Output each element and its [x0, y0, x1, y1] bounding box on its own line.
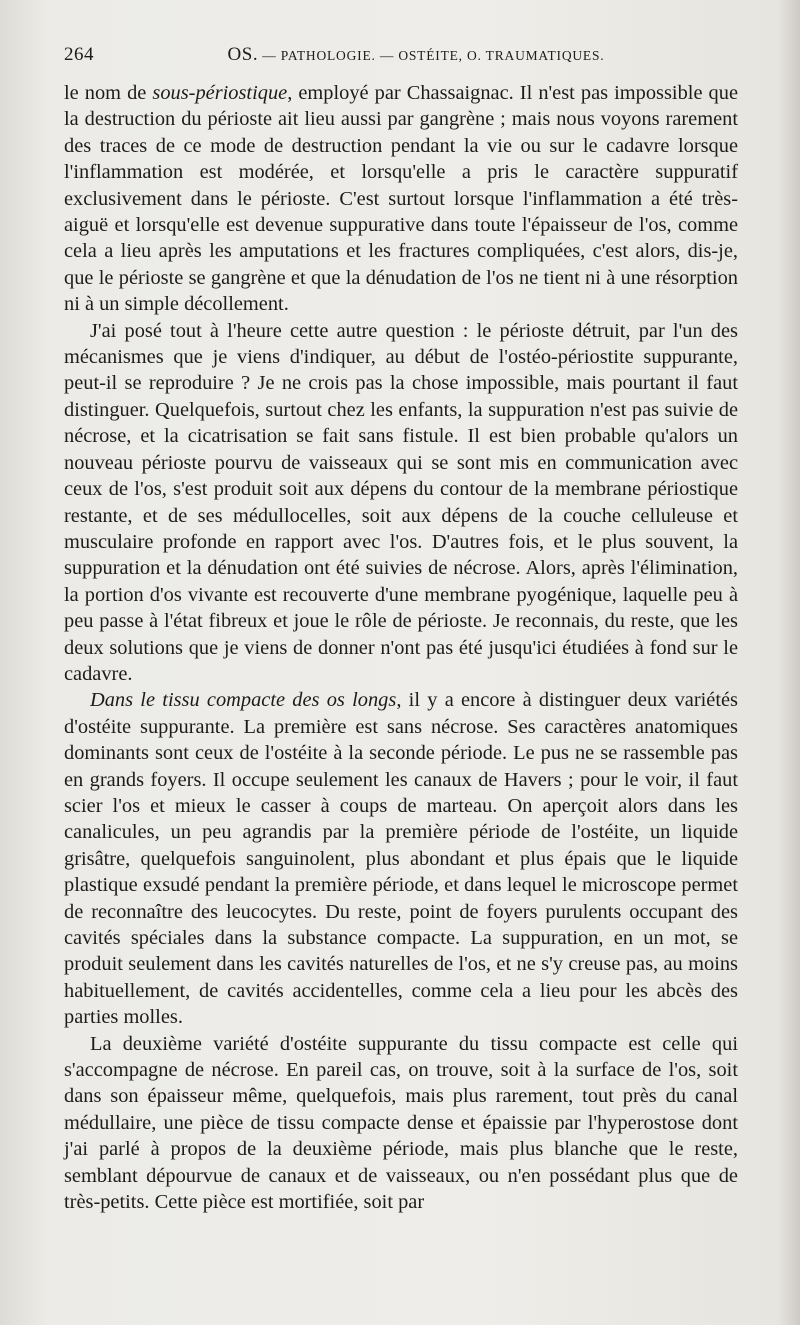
text-run: La deuxième variété d'ostéite suppurante du tissu compacte est celle qui s'accompagne de nécrose. En pareil cas, on trouve, soit à la surface de l'os, soit dans son épaisseur même, quelquefois, mais plus rarement, tout près du canal médullaire, une pièce de tissu compacte dense et épaissie par l'hyperostose dont j'ai parlé à propos de la deuxième période, mais plus blanche que le reste, semblant dépourvue de canaux et de vaisseaux, ou n'en possédant plus que de très-petits. Cette pièce est mortifiée, soit par [64, 1032, 738, 1214]
running-title [134, 44, 738, 66]
italic-run: sous-périostique [152, 82, 288, 104]
page-number: 264 [64, 44, 94, 65]
running-head [64, 44, 738, 80]
paragraph-3 [64, 687, 738, 1030]
body-text [64, 80, 738, 1215]
italic-run: Dans le tissu compacte des os longs [90, 689, 397, 712]
paragraph-1 [64, 80, 738, 318]
running-title-os: OS. [227, 44, 259, 65]
text-run: , employé par Chassaignac. Il n'est pas impossible que la destruction du périoste ait lieu aussi par gangrène ; mais nous voyons rarement des traces de ce mode de destruction pendant la vie ou sur le cadavre lorsque l'inflammation est modérée, et lorsqu'elle a pris le caractère suppuratif exclusivement dans le périoste. C'est surtout lorsque l'inflammation a été très-aiguë et lorsqu'elle est devenue suppurative dans toute l'épaisseur de l'os, comme cela a lieu après les amputations et les fractures compliquées, c'est alors, dis-je, que le périoste se gangrène et que la dénudation de l'os ne tient ni à une résorption ni à un simple décollement. [64, 82, 738, 316]
running-title-rest: — PATHOLOGIE. — OSTÉITE, O. TRAUMATIQUES. [258, 48, 605, 63]
paragraph-4 [64, 1031, 738, 1216]
text-run: , il y a encore à distinguer deux variétés d'ostéite suppurante. La première est sans nécrose. Ses caractères anatomiques dominants sont ceux de l'ostéite à la seconde période. Le pus ne se rassemble pas en grands foyers. Il occupe seulement les canaux de Havers ; pour le voir, il faut scier l'os et mieux le casser à coups de marteau. On aperçoit alors dans les canalicules, un peu agrandis par la première période de l'ostéite, un liquide grisâtre, quelquefois sanguinolent, plus abondant et plus épais que le liquide plastique exsudé pendant la première période, et dans lequel le microscope permet de reconnaître des leucocytes. Du reste, point de foyers purulents occupant des cavités spéciales dans la substance compacte. La suppuration, en un mot, se produit seulement dans les cavités naturelles de l'os, et ne s'y creuse pas, au moins habituellement, de cavités accidentelles, comme cela a lieu pour les abcès des parties molles. [64, 689, 738, 1029]
paragraph-2 [64, 318, 738, 688]
text-run: J'ai posé tout à l'heure cette autre question : le périoste détruit, par l'un des mécanismes que je viens d'indiquer, au début de l'ostéo-périostite suppurante, peut-il se reproduire ? Je ne crois pas la chose impossible, mais pourtant il faut distinguer. Quelquefois, surtout chez les enfants, la suppuration n'est pas suivie de nécrose, et la cicatrisation se fait sans fistule. Il est bien probable qu'alors un nouveau périoste pourvu de vaisseaux qui se sont mis en communication avec ceux de l'os, s'est produit soit aux dépens du contour de la membrane périostique restante, et de ses médullocelles, soit aux dépens de la couche celluleuse et musculaire profonde en rapport avec l'os. D'autres fois, et le plus souvent, la suppuration et la dénudation ont été suivies de nécrose. Alors, après l'élimination, la portion d'os vivante est recouverte d'une membrane pyogénique, laquelle peu à peu passe à l'état fibreux et joue le rôle de périoste. Je reconnais, du reste, que les deux solutions que je viens de donner n'ont pas été jusqu'ici étudiées à fond sur le cadavre. [64, 319, 738, 685]
text-run: le nom de [64, 82, 153, 104]
